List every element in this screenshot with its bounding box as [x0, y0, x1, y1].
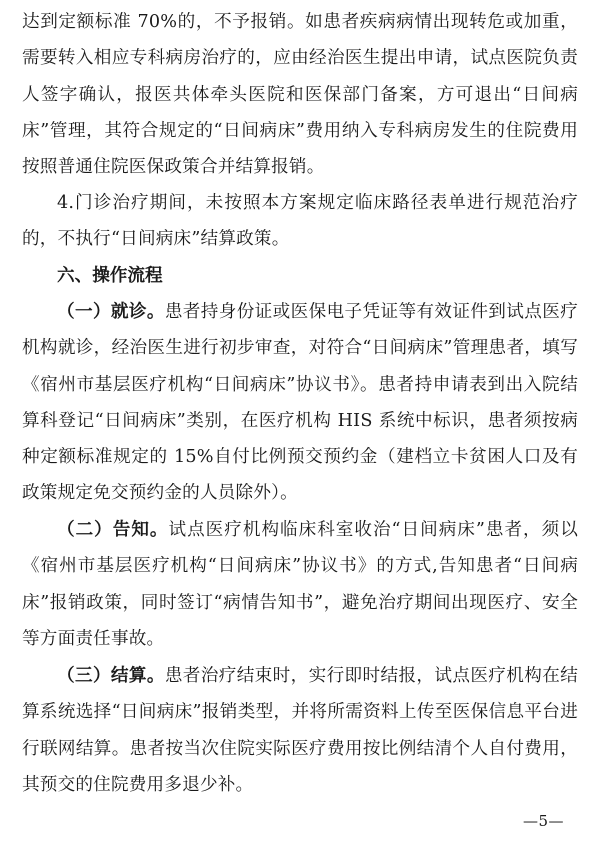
paragraph-lead: （二）告知。	[57, 520, 169, 540]
paragraph-text: 患者治疗结束时，实行即时结报，试点医疗机构在结算系统选择“日间病床”报销类型，并将所需资料上传至医保信息平台进行联网结算。患者按当次住院实际医疗费用按比例结清个人自付费用，其预交的住院费用多退少补。	[22, 666, 578, 795]
page-number: —5—	[522, 812, 564, 830]
paragraph-text: 患者持身份证或医保电子凭证等有效证件到试点医疗机构就诊，经治医生进行初步审查，对符合“日间病床”管理患者，填写《宿州市基层医疗机构“日间病床”协议书》。患者持申请表到出入院结算科登记“日间病床”类别，在医疗机构 HIS 系统中标识，患者须按病种定额标准规定的 15%自付比例预交预约金（建档立卡贫困人口及有政策规定免交预约金的人员除外）。	[22, 302, 578, 504]
paragraph-lead: （一）就诊。	[57, 302, 165, 322]
paragraph-text: 达到定额标准 70%的，不予报销。如患者疾病病情出现转危或加重，需要转入相应专科病房治疗的，应由经治医生提出申请，试点医院负责人签字确认，报医共体牵头医院和医保部门备案，方可退出“日间病床”管理，其符合规定的“日间病床”费用纳入专科病房发生的住院费用按照普通住院医保政策合并结算报销。	[22, 12, 578, 178]
section-heading-operation-process: 六、操作流程	[57, 266, 163, 286]
paragraph-lead: （三）结算。	[57, 666, 165, 686]
paragraph-text: 4.门诊治疗期间，未按照本方案规定临床路径表单进行规范治疗的，不执行“日间病床”结算政策。	[22, 193, 578, 250]
paragraph-settlement	[22, 658, 578, 803]
paragraph-continuation	[22, 4, 578, 185]
paragraph-visit	[22, 294, 578, 512]
paragraph-text: 试点医疗机构临床科室收治“日间病床”患者，须以《宿州市基层医疗机构“日间病床”协议书》的方式,告知患者“日间病床”报销政策，同时签订“病情告知书”，避免治疗期间出现医疗、安全等方面责任事故。	[22, 520, 578, 649]
paragraph-outpatient-rule	[22, 185, 578, 258]
paragraph-notification	[22, 512, 578, 657]
